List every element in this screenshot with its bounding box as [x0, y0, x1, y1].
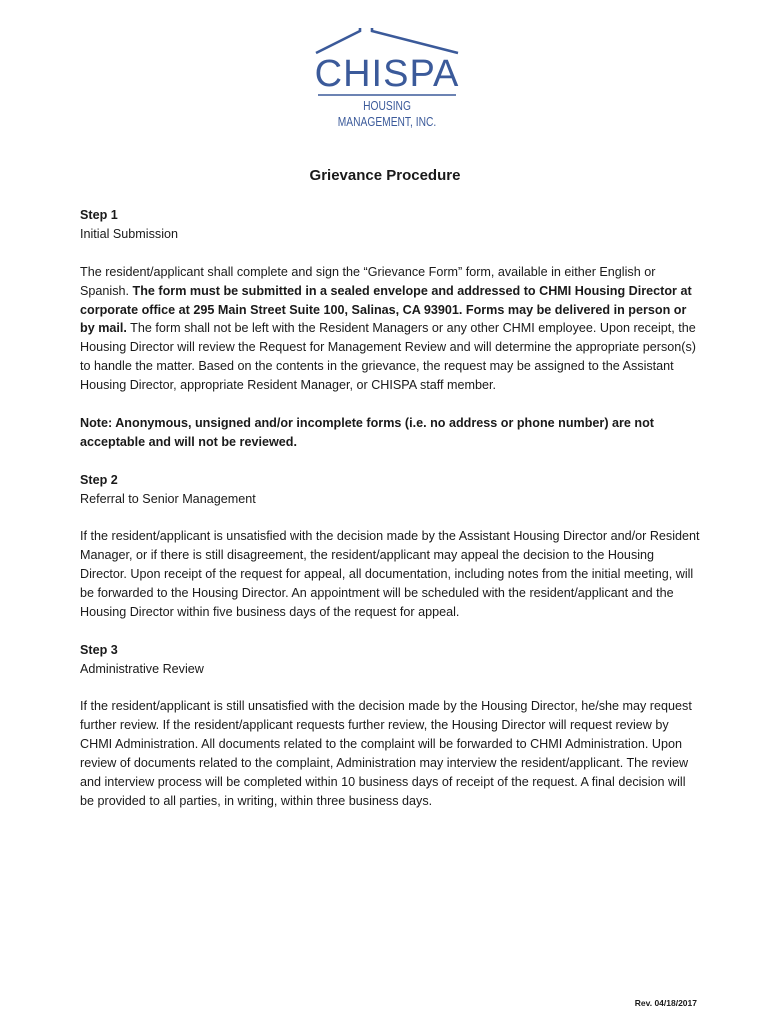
revision-date: Rev. 04/18/2017 [634, 998, 697, 1008]
step-2-heading: Step 2 [80, 472, 118, 487]
step-3-paragraph: If the resident/applicant is still unsatisfied with the decision made by the Housing Director, he/she may request further review. If the resident/applicant requests further review, the Housing Director will request review by CHMI Administration. All documents related to the complaint will be forwarded to CHMI Administration. Upon review of documents related to the complaint, Administration may interview the resident/applicant. The review and interview process will be completed within 10 business days of receipt of the request. A final decision will be provided to all parties, in writing, within three business days. [80, 699, 692, 808]
chispa-logo [312, 28, 462, 129]
step-1-note: Note: Anonymous, unsigned and/or incomplete forms (i.e. no address or phone number) are not acceptable and will not be reviewed. [80, 415, 654, 449]
step-2-subheading: Referral to Senior Management [80, 491, 256, 506]
step-2-paragraph: If the resident/applicant is unsatisfied with the decision made by the Assistant Housing Director and/or Resident Manager, or if there is still disagreement, the resident/applicant may appeal the decision to the Housing Director. Upon receipt of the request for appeal, all documentation, including notes from the initial meeting, will be forwarded to the Housing Director. An appointment will be scheduled with the resident/applicant and the Housing Director within five business days of the request for appeal. [80, 529, 700, 619]
logo-subtitle: HOUSING MANAGEMENT, INC. [337, 99, 437, 129]
step-3-heading: Step 3 [80, 642, 118, 657]
document-body [80, 206, 700, 811]
logo-name: CHISPA [314, 53, 460, 95]
step-1-heading: Step 1 [80, 208, 118, 222]
step-3-subheading: Administrative Review [80, 661, 204, 676]
step-1-text-a: The resident/applicant shall complete and sign the “Grievance Form” form, available in either English or Spanish. [80, 264, 656, 298]
step-1-text-c: The form shall not be left with the Resident Managers or any other CHMI employee. Upon receipt, the Housing Director will review the Request for Management Review and will determine the appropriate person(s) to handle the matter. Based on the contents in the grievance, the request may be assigned to the Assistant Housing Director, appropriate Resident Manager, or CHISPA staff member. [80, 321, 696, 393]
step-1-paragraph [80, 263, 700, 395]
step-1-text-bold: The form must be submitted in a sealed envelope and addressed to CHMI Housing Director at corporate office at 295 Main Street Suite 100, Salinas, CA 93901. Forms may be delivered in person or by mail. [80, 283, 692, 336]
page-title: Grievance Procedure [309, 167, 461, 184]
step-1-subheading: Initial Submission [80, 226, 178, 241]
